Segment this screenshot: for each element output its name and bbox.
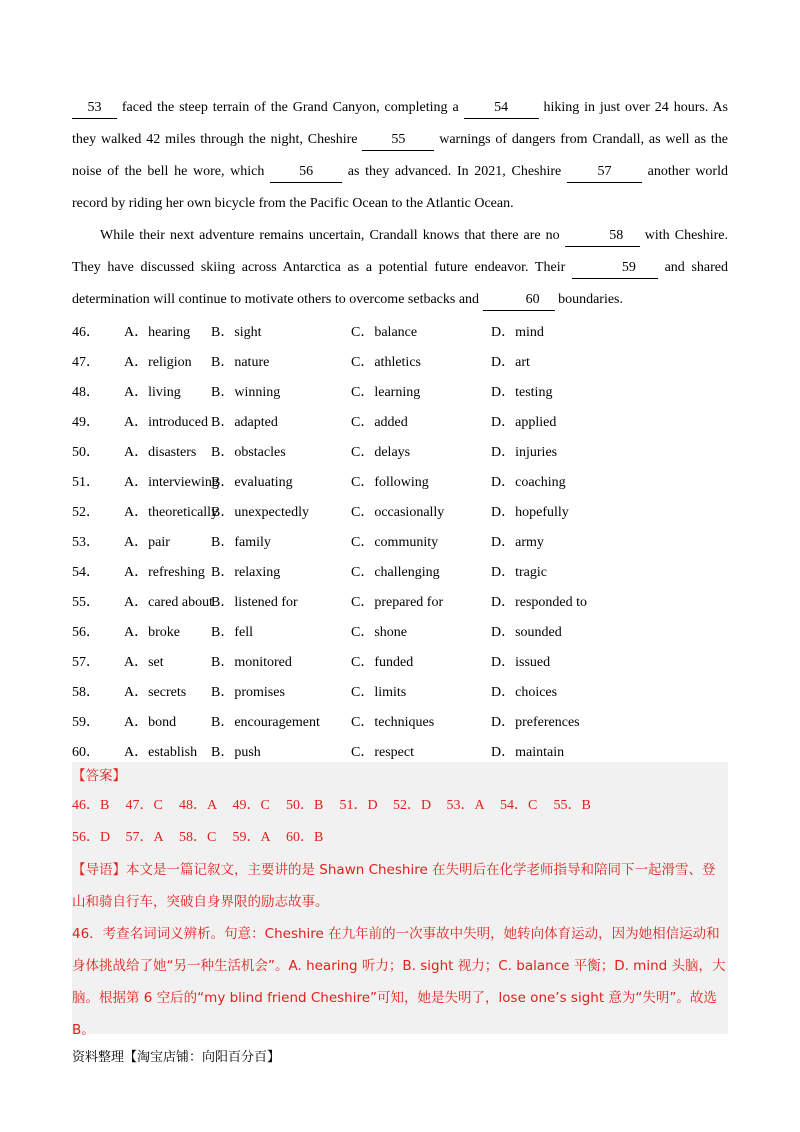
option-d: D．testing xyxy=(491,385,553,400)
option-a: A．bond xyxy=(124,715,177,730)
question-row xyxy=(72,436,728,466)
option-d: D．responded to xyxy=(491,595,588,610)
option-a: A．broke xyxy=(124,625,180,640)
answer-item: 58．C xyxy=(179,830,217,845)
option-c: C．challenging xyxy=(351,565,440,580)
question-row xyxy=(72,496,728,526)
option-c: C．learning xyxy=(351,385,421,400)
explanation-46: 46．考查名词词义辨析。句意：Cheshire 在九年前的一次事故中失明，她转向体育运动，因为她相信运动和身体挑战给了她“另一种生活机会”。A. hearing 听力；B. sight 视力；C. balance 平衡；D. mind 头脑，大脑。根据第 6 空后的“my blind friend Cheshire”可知，她是失明了，lose one’s sight 意为“失明”。故选 B。 xyxy=(72,926,726,1038)
answer-item: 60．B xyxy=(286,830,324,845)
option-a: A．establish xyxy=(124,745,198,760)
passage-text: warnings of dangers from Crandall, as well as the noise of the bell he wore, which xyxy=(72,132,729,179)
question-row xyxy=(72,646,728,676)
footer-note: 资料整理【淘宝店铺：向阳百分百】 xyxy=(72,1050,281,1065)
answer-item: 49．C xyxy=(232,798,270,813)
answer-item: 55．B xyxy=(553,798,591,813)
answer-item: 59．A xyxy=(232,830,271,845)
option-b: B．unexpectedly xyxy=(211,505,309,520)
blank-56: 56 xyxy=(270,162,342,183)
question-number: 51． xyxy=(72,475,100,490)
question-row xyxy=(72,706,728,736)
question-number: 52． xyxy=(72,505,100,520)
option-b: B．fell xyxy=(211,625,253,640)
answer-item: 57．A xyxy=(125,830,164,845)
option-b: B．adapted xyxy=(211,415,278,430)
question-number: 60． xyxy=(72,745,100,760)
option-a: A．interviewing xyxy=(124,475,219,490)
option-c: C．respect xyxy=(351,745,414,760)
option-a: A．living xyxy=(124,385,181,400)
question-number: 55． xyxy=(72,595,100,610)
question-row xyxy=(72,676,728,706)
option-a: A．refreshing xyxy=(124,565,205,580)
option-c: C．added xyxy=(351,415,408,430)
question-row xyxy=(72,376,728,406)
option-d: D．mind xyxy=(491,325,544,340)
answer-item: 56．D xyxy=(72,830,111,845)
option-d: D．choices xyxy=(491,685,558,700)
option-d: D．preferences xyxy=(491,715,580,730)
question-number: 50． xyxy=(72,445,100,460)
option-c: C．delays xyxy=(351,445,411,460)
answer-item: 51．D xyxy=(339,798,378,813)
answer-row xyxy=(72,790,728,822)
option-c: C．funded xyxy=(351,655,414,670)
question-number: 54． xyxy=(72,565,100,580)
question-row xyxy=(72,616,728,646)
option-c: C．prepared for xyxy=(351,595,444,610)
option-a: A．hearing xyxy=(124,325,191,340)
option-b: B．monitored xyxy=(211,655,292,670)
question-row xyxy=(72,556,728,586)
answer-title: 【答案】 xyxy=(72,768,126,784)
question-number: 53． xyxy=(72,535,100,550)
passage-text: another world record by riding her own bicycle from the Pacific Ocean to the Atlantic Ocean. xyxy=(72,164,728,211)
blank-53: 53 xyxy=(72,98,117,119)
blank-57: 57 xyxy=(567,162,642,183)
option-a: A．religion xyxy=(124,355,192,370)
passage-paragraph-2 xyxy=(72,220,728,316)
passage-text: hiking in just over 24 hours. As they walked 42 miles through the night, Cheshire xyxy=(72,100,728,147)
guide-text: 【导语】本文是一篇记叙文，主要讲的是 Shawn Cheshire 在失明后在化学老师指导和陪同下一起滑雪、登山和骑自行车，突破自身界限的励志故事。 xyxy=(72,862,716,910)
passage-text: as they advanced. In 2021, Cheshire xyxy=(342,164,567,179)
option-c: C．shone xyxy=(351,625,407,640)
option-d: D．coaching xyxy=(491,475,566,490)
option-b: B．obstacles xyxy=(211,445,286,460)
option-b: B．push xyxy=(211,745,261,760)
blank-60: 60 xyxy=(483,290,555,311)
question-row xyxy=(72,346,728,376)
question-row xyxy=(72,466,728,496)
answer-item: 52．D xyxy=(393,798,432,813)
passage-text: faced the steep terrain of the Grand Canyon, completing a xyxy=(117,100,464,115)
question-number: 47． xyxy=(72,355,100,370)
blank-58: 58 xyxy=(565,226,640,247)
option-d: D．applied xyxy=(491,415,557,430)
option-c: C．community xyxy=(351,535,439,550)
option-d: D．sounded xyxy=(491,625,562,640)
question-number: 48． xyxy=(72,385,100,400)
option-b: B．relaxing xyxy=(211,565,281,580)
blank-55: 55 xyxy=(362,130,434,151)
option-d: D．issued xyxy=(491,655,551,670)
answer-item: 54．C xyxy=(500,798,538,813)
question-row xyxy=(72,316,728,346)
option-c: C．occasionally xyxy=(351,505,445,520)
option-c: C．techniques xyxy=(351,715,435,730)
option-a: A．secrets xyxy=(124,685,187,700)
answer-item: 48．A xyxy=(179,798,218,813)
option-d: D．art xyxy=(491,355,530,370)
option-c: C．limits xyxy=(351,685,407,700)
answer-section xyxy=(72,762,728,1038)
answer-item: 47．C xyxy=(125,798,163,813)
answer-item: 46．B xyxy=(72,798,110,813)
question-list xyxy=(72,316,728,766)
question-number: 58． xyxy=(72,685,100,700)
option-b: B．sight xyxy=(211,325,262,340)
option-d: D．injuries xyxy=(491,445,558,460)
option-b: B．winning xyxy=(211,385,281,400)
passage-text: and shared determination will continue to motivate others to overcome setbacks and xyxy=(72,260,728,307)
answer-item: 53．A xyxy=(446,798,485,813)
question-number: 56． xyxy=(72,625,100,640)
option-a: A．set xyxy=(124,655,164,670)
document-page xyxy=(72,92,728,766)
passage-text: While their next adventure remains uncertain, Crandall knows that there are no xyxy=(100,228,565,243)
question-number: 46． xyxy=(72,325,100,340)
option-b: B．promises xyxy=(211,685,285,700)
passage-text: with Cheshire. They have discussed skiing across Antarctica as a potential future endeavor. Their xyxy=(72,228,729,275)
option-c: C．athletics xyxy=(351,355,421,370)
passage-paragraph-1 xyxy=(72,92,728,220)
option-d: D．tragic xyxy=(491,565,547,580)
option-c: C．balance xyxy=(351,325,418,340)
option-b: B．encouragement xyxy=(211,715,320,730)
option-a: A．introduced xyxy=(124,415,208,430)
option-b: B．nature xyxy=(211,355,270,370)
option-d: D．maintain xyxy=(491,745,565,760)
blank-54: 54 xyxy=(464,98,539,119)
option-d: D．army xyxy=(491,535,544,550)
blank-59: 59 xyxy=(572,258,658,279)
option-d: D．hopefully xyxy=(491,505,569,520)
option-b: B．listened for xyxy=(211,595,298,610)
answer-item: 50．B xyxy=(286,798,324,813)
question-row xyxy=(72,406,728,436)
option-a: A．disasters xyxy=(124,445,197,460)
option-a: A．pair xyxy=(124,535,170,550)
passage-text: boundaries. xyxy=(554,292,623,307)
option-c: C．following xyxy=(351,475,429,490)
option-b: B．family xyxy=(211,535,271,550)
option-a: A．theoretically xyxy=(124,505,219,520)
question-row xyxy=(72,526,728,556)
question-number: 49． xyxy=(72,415,100,430)
question-number: 59． xyxy=(72,715,100,730)
question-row xyxy=(72,586,728,616)
option-b: B．evaluating xyxy=(211,475,293,490)
option-a: A．cared about xyxy=(124,595,214,610)
answer-row xyxy=(72,822,728,854)
question-number: 57． xyxy=(72,655,100,670)
